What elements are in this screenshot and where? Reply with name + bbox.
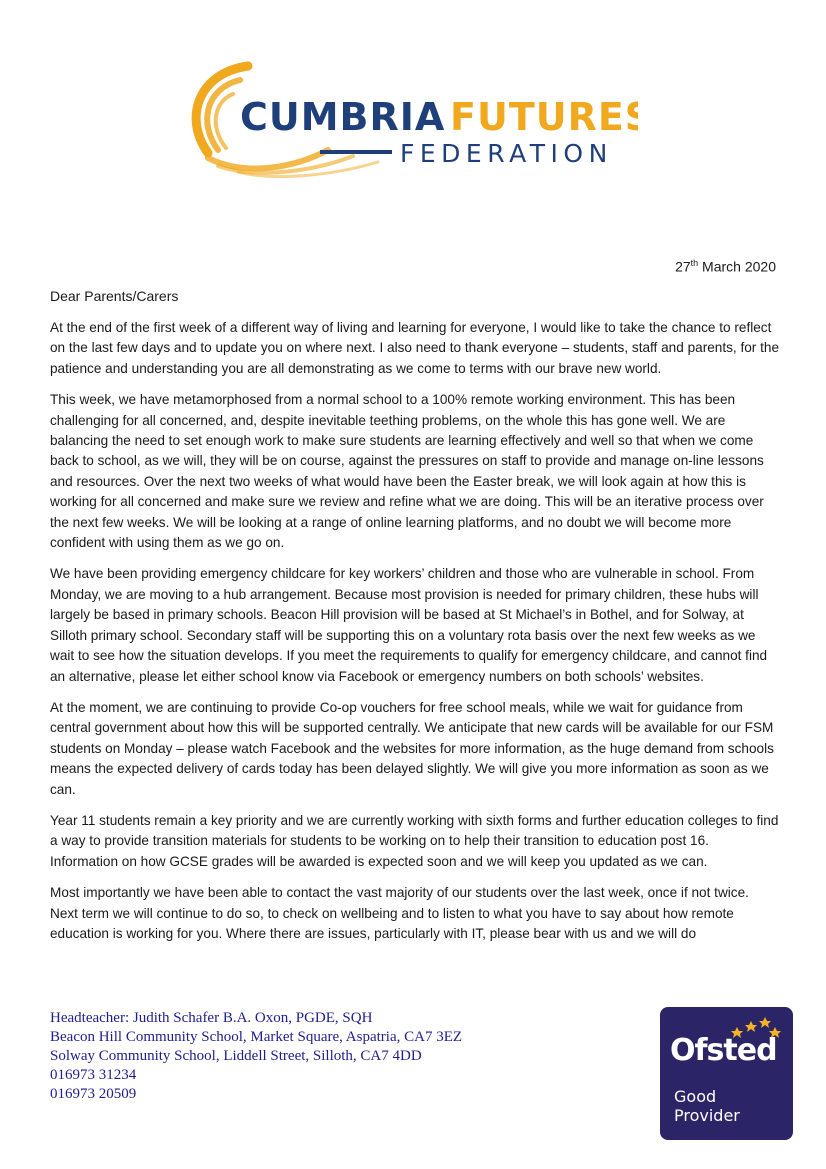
date-month-year: March 2020: [698, 258, 776, 275]
paragraph: We have been providing emergency childcare for key workers’ children and those who are vulnerable in school. From Monday, we are moving to a hub arrangement. Because most provision is needed for primary children, these hubs will largely be based in primary schools. Beacon Hill provision will be based at St Michael’s in Bothel, and for Solway, at Silloth primary school. Secondary staff will be supporting this on a voluntary rota basis over the next few weeks as we wait to see how the situation develops. If you meet the requirements to qualify for emergency childcare, and cannot find an alternative, please let either school know via Facebook or emergency numbers on both schools’ websites.: [50, 566, 768, 684]
paragraph: At the end of the first week of a different way of living and learning for everyone, I would like to take the chance to reflect on the last few days and to update you on where next. I also need to thank everyone – students, staff and parents, for the patience and understanding you are all demonstrating as we come to terms with our brave new world.: [50, 320, 780, 376]
ofsted-badge: [660, 1007, 793, 1140]
paragraph: This week, we have metamorphosed from a normal school to a 100% remote working environment. This has been challenging for all concerned, and, despite inevitable teething problems, on the whole this has gone well. We are balancing the need to set enough work to make sure students are learning effectively and well so that when we come back to school, as we will, they will be on course, against the pressures on staff to provide and manage on-line lessons and resources. Over the next two weeks of what would have been the Easter break, we will look again at how this is working for all concerned and make sure we review and refine what we are doing. This will be an iterative process over the next few weeks. We will be looking at a range of online learning platforms, and no doubt we will become more confident with using them as we go on.: [50, 392, 764, 551]
paragraph: Most importantly we have been able to contact the vast majority of our students over the last week, once if not twice. Next term we will continue to do so, to check on wellbeing and to listen to what you have to say about how remote education is working for you. Where there are issues, particularly with IT, please bear with us and we will do: [50, 885, 749, 941]
headteacher-line: Headteacher: Judith Schafer B.A. Oxon, PGDE, SQH: [50, 1010, 373, 1026]
federation-logo: [178, 58, 638, 178]
letter-body: [50, 318, 780, 955]
rating-line: Good: [674, 1087, 717, 1106]
date-day: 27: [675, 258, 691, 275]
date-suffix: th: [690, 258, 699, 268]
phone-line: 016973 20509: [50, 1086, 137, 1102]
ofsted-word: Ofsted: [670, 1033, 777, 1068]
logo-tagline-text: FEDERATION: [400, 139, 613, 168]
logo-graphic: [178, 58, 638, 178]
logo-secondary-text: FUTURES: [450, 95, 638, 139]
footer-contact: [50, 1009, 462, 1104]
phone-line: 016973 31234: [50, 1067, 137, 1083]
paragraph: At the moment, we are continuing to provide Co-op vouchers for free school meals, while we wait for guidance from central government about how this will be supported centrally. We anticipate that new cards will be available for our FSM students on Monday – please watch Facebook and the websites for more information, as the huge demand from schools means the expected delivery of cards today has been delayed slightly. We will give you more information as soon as we can.: [50, 699, 774, 797]
ofsted-rating: [674, 1087, 740, 1125]
rating-line: Provider: [674, 1106, 740, 1125]
address-line: Solway Community School, Liddell Street, Silloth, CA7 4DD: [50, 1048, 422, 1064]
address-line: Beacon Hill Community School, Market Square, Aspatria, CA7 3EZ: [50, 1029, 463, 1045]
letter-date: [675, 258, 776, 275]
logo-primary-text: CUMBRIA: [240, 95, 446, 139]
paragraph: Year 11 students remain a key priority and we are currently working with sixth forms and further education colleges to find a way to provide transition materials for students to be working on to help their transition to education post 16. Information on how GCSE grades will be awarded is expected soon and we will keep you updated as we can.: [50, 812, 779, 869]
salutation: Dear Parents/Carers: [50, 288, 179, 304]
